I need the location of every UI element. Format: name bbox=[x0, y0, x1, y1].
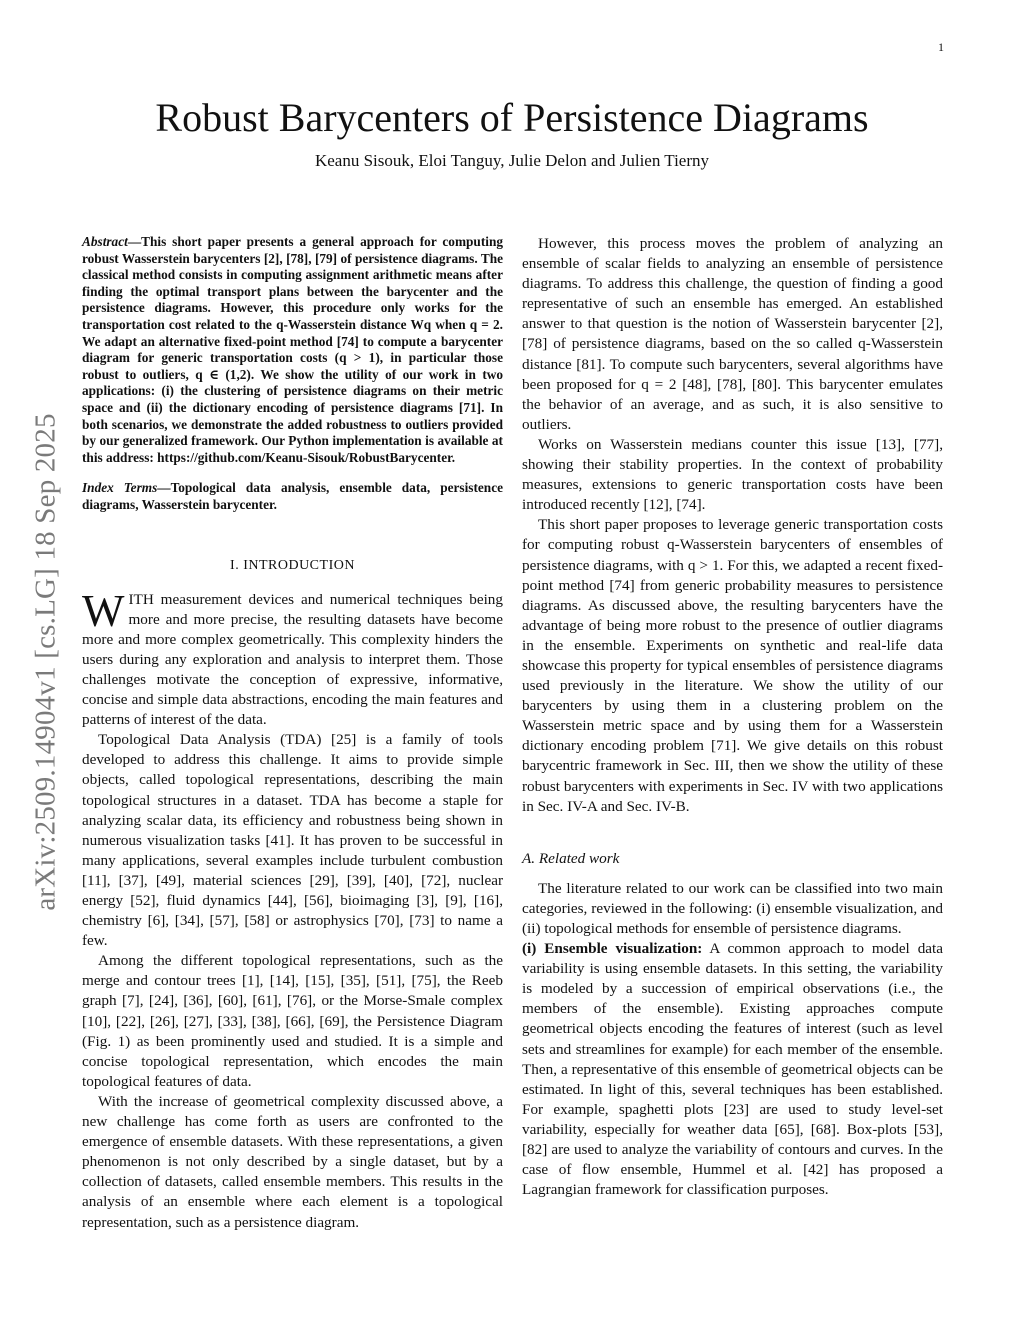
intro-paragraph-3: Among the different topological representations, such as the merge and contour trees [1], [14], [15], [35], [51], [75], the Reeb graph [7], [24], [36], [60], [61], [76], or the Morse-Smale complex [10], [22], [26], [27], [33], [38], [66], [69], the Persistence Diagram (Fig. 1) as been prominently used and studied. It is a simple and concise topological representation, which encodes the main topological features of data. bbox=[82, 952, 503, 1090]
right-paragraph-2: Works on Wasserstein medians counter this issue [13], [77], showing their stability properties. In the context of probability measures, extensions to generic transportation costs have been introduced recently [12], [74]. bbox=[522, 435, 943, 514]
paper-title: Robust Barycenters of Persistence Diagrams bbox=[155, 95, 869, 140]
abstract bbox=[82, 234, 503, 466]
intro-paragraph-2: Topological Data Analysis (TDA) [25] is a family of tools developed to address this challenge. It aims to provide simple objects, called topological representations, describing the main topological structures in a dataset. TDA has become a staple for analyzing scalar data, its efficiency and robustness being shown in numerous visualization tasks [41]. It has proven to be successful in many applications, several examples include turbulent combustion [11], [37], [49], material sciences [29], [39], [40], [72], nuclear energy [52], fluid dynamics [44], [56], bioimaging [3], [9], [16], chemistry [6], [34], [57], [58] or astrophysics [70], [73] to name a few. bbox=[82, 731, 503, 950]
drop-cap: W bbox=[82, 585, 125, 636]
subsection-heading-related-work: A. Related work bbox=[522, 849, 620, 867]
intro-paragraph-4: With the increase of geometrical complexity discussed above, a new challenge has come forth as users are confronted to the emergence of ensemble datasets. With these representations, a given phenomenon is not only described by a single dataset, but by a collection of datasets, called ensemble members. This results in the analysis of an ensemble where each element is a topological representation, such as a persistence diagram. bbox=[82, 1092, 503, 1231]
index-terms bbox=[82, 480, 503, 513]
ensemble-visualization-label: (i) Ensemble visualization: bbox=[522, 940, 703, 958]
left-column bbox=[82, 234, 503, 1233]
related-work-paragraph-2: (i) Ensemble visualization: A common approach to model data variability is using ensemble datasets. In this setting, the variability is modeled by a succession of empirical observations (i.e., the members of the ensemble). Existing approaches compute geometrical objects encoding the features of interest (such as level sets and streamlines for example) for each member of the ensemble. Then, a representative of this ensemble of geometrical objects can be estimated. In light of this, several techniques has been established. For example, spaghetti plots [23] are used to study level-set variability, especially for weather data [65], [68]. Box-plots [53], [82] are used to analyze the variability of contours and curves. In the case of flow ensemble, Hummel et al. [42] has proposed a Lagrangian framework for classification purposes. bbox=[522, 940, 943, 1199]
index-terms-label: Index Terms bbox=[82, 480, 158, 496]
right-paragraph-3: This short paper proposes to leverage generic transportation costs for computing robust q-Wasserstein barycenters of ensembles of persistence diagrams, with q > 1. For this, we adapted a recent fixed-point method [74] from generic probability measures to persistence diagrams. As discussed above, the resulting barycenters have the advantage of being more robust to the presence of outlier diagrams in the ensemble. Experiments on synthetic and real-life data showcase this property for typical ensembles of persistence diagrams used previously in the literature. We show the utility of our barycenters by using them in a clustering problem on the Wasserstein metric space and by using them for a Wasserstein dictionary encoding problem [71]. We give details on this robust barycentric framework in Sec. III, then we show the utility of these robust barycenters with experiments in Sec. IV with two applications in Sec. IV-A and Sec. IV-B. bbox=[522, 516, 943, 815]
section-heading-introduction: I. INTRODUCTION bbox=[230, 557, 355, 573]
author-list: Keanu Sisouk, Eloi Tanguy, Julie Delon and Julien Tierny bbox=[314, 151, 710, 170]
related-work-paragraph-1: The literature related to our work can be classified into two main categories, reviewed in the following: (i) ensemble visualization, and (ii) topological methods for ensemble of persistence diagrams. bbox=[522, 879, 943, 937]
intro-paragraph-1: WITH measurement devices and numerical techniques being more and more precise, the resulting datasets have become more and more complex geometrically. This complexity hinders the users during any exploration and analysis to interpret them. Those challenges motivate the conception of expressive, informative, concise and simple data abstractions, encoding the main features and patterns of interest of the data. bbox=[82, 585, 503, 729]
arxiv-identifier: arXiv:2509.14904v1 [cs.LG] 18 Sep 2025 bbox=[29, 413, 62, 911]
index-terms-text: —Topological data analysis, ensemble data, persistence diagrams, Wasserstein barycenter. bbox=[82, 480, 503, 512]
page-number: 1 bbox=[938, 40, 944, 54]
abstract-text: —This short paper presents a general approach for computing robust Wasserstein barycenters [2], [78], [79] of persistence diagrams. The classical method consists in computing assignment arithmetic means after finding the optimal transport plans between the barycenter and the persistence diagrams. However, this procedure only works for the transportation cost related to the q-Wasserstein distance Wq when q = 2. We adapt an alternative fixed-point method [74] to compute a barycenter diagram for generic transportation costs (q > 1), in particular those robust to outliers, q ∈ (1,2). We show the utility of our work in two applications: (i) the clustering of persistence diagrams on their metric space and (ii) the dictionary encoding of persistence diagrams [71]. In both scenarios, we demonstrate the added robustness to outliers provided by our generalized framework. Our Python implementation is available at this address: https://github.com/Keanu-Sisouk/RobustBarycenter. bbox=[82, 234, 503, 465]
right-paragraph-1: However, this process moves the problem of analyzing an ensemble of scalar fields to analyzing an ensemble of persistence diagrams. To address this challenge, the question of finding a good representative of such an ensemble has emerged. An established answer to that question is the notion of Wasserstein barycenter [2], [78] of persistence diagrams, based on the so called q-Wasserstein distance [81]. To compute such barycenters, several algorithms have been proposed for q = 2 [48], [78], [80]. This barycenter emulates the behavior of an average, and as such, it is also sensitive to outliers. bbox=[522, 235, 943, 433]
abstract-label: Abstract bbox=[82, 234, 128, 249]
arxiv-sidebar-stamp bbox=[16, 372, 76, 952]
right-column bbox=[522, 234, 943, 1200]
